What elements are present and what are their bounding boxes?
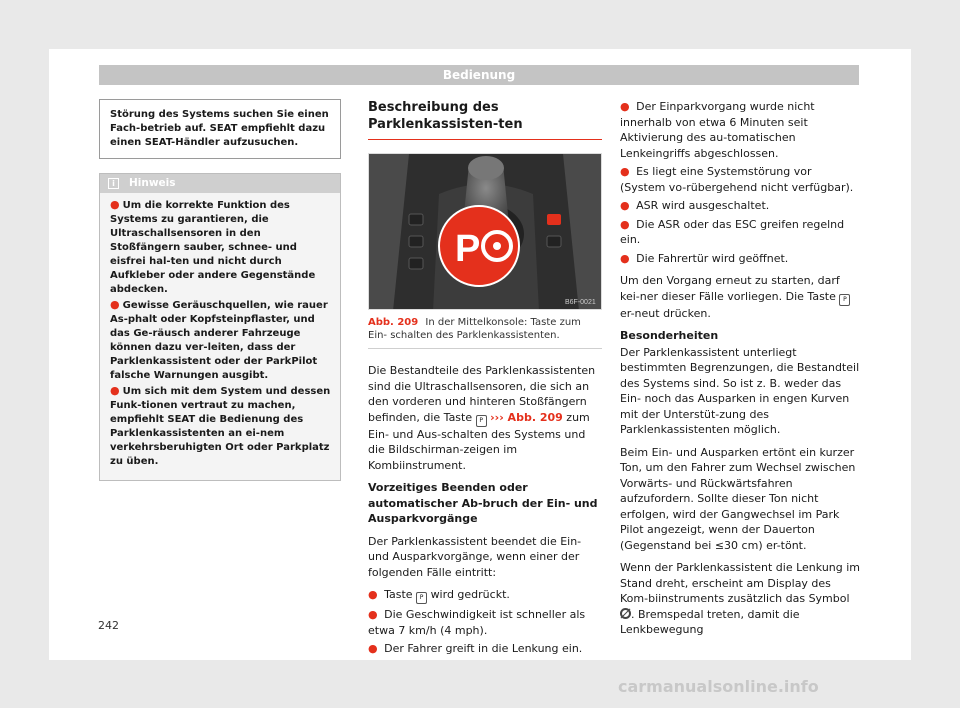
left-column [99,99,341,481]
restart-paragraph: Um den Vorgang erneut zu starten, darf kei-ner dieser Fälle vorliegen. Die Taste P er-neut drücken. [620,273,860,321]
hinweis-item: ● Gewisse Geräuschquellen, wie rauer As-phalt oder Kopfsteinpflaster, und das Ge-räusch anderer Fahrzeuge können dazu ver-leiten, dass der Parklenkassistent oder der ParkPilot falsche Warnungen ausgibt. [110,298,328,381]
parking-key-icon: P [839,294,850,306]
intro-paragraph: Die Bestandteile des Parklenkassistenten sind die Ultraschallsensoren, die sich an den vorderen und hinteren Stoßfängern befinden, die Taste P ››› Abb. 209 zum Ein- und Aus-schalten des Systems und die Bildschirman-zeigen im Kombiinstrument. [368,364,596,472]
bullet-icon: ● [110,198,120,211]
list-item: ● Taste P wird gedrückt. [368,587,602,604]
hinweis-item: ● Um die korrekte Funktion des Systems zu garantieren, die Ultraschallsensoren in den Stoßfängern sauber, schnee- und eisfrei hal-ten und nicht durch Aufkleber oder andere Gegenstände abdecken. [110,198,316,295]
figure-code: B6F-0021 [565,299,596,306]
bullet-icon: ● [620,100,630,113]
figure-badge: P [455,228,481,270]
list-item: ● Es liegt eine Systemstörung vor (System vo-rübergehend nicht verfügbar). [620,165,854,194]
parking-key-icon: P [416,592,427,604]
watermark: carmanualsonline.info [618,677,819,696]
hinweis-box [99,173,341,481]
parking-key-icon: P [476,415,487,427]
middle-body [368,363,602,657]
bullet-icon: ● [620,199,630,212]
list-item: ● Die ASR oder das ESC greifen regelnd ein. [620,217,845,246]
console-illustration [369,154,602,310]
list-item: ● Die Geschwindigkeit ist schneller als etwa 7 km/h (4 mph). [368,608,586,637]
bullet-icon: ● [368,608,378,621]
list-item: ● Die Fahrertür wird geöffnet. [620,251,789,265]
right-column [620,99,860,645]
hinweis-item: ● Um sich mit dem System und dessen Funk-tionen vertraut zu machen, empfiehlt SEAT die Bedienung des Parklenkassistenten an ei-nem verkehrsberuhigten Ort oder Parkplatz zu üben. [110,384,331,467]
bullet-icon: ● [368,588,378,601]
bullet-icon: ● [620,217,630,231]
special-paragraph-2: Beim Ein- und Ausparken ertönt ein kurzer Ton, um den Fahrer zum Wechsel zwischen Vorwärts- und Rückwärtsfahren aufzufordern. Sollte dieser Ton nicht erfolgen, wird der Gangwechsel im Park Pilot angezeigt, wenn der Dauerton (Gegenstand bei ≤30 cm) er-tönt. [620,445,856,552]
middle-column [368,99,602,660]
caption-text: In der Mittelkonsole: Taste zum Ein- schalten des Parklenkassistenten. [368,317,581,341]
steering-warning-icon [620,608,631,619]
special-paragraph-1: Der Parklenkassistent unterliegt bestimmten Begrenzungen, die Bestandteil des Systems sind. So ist z. B. weder das Ein- noch das Ausparken in engen Kurven mit der Unterstüt-zung des Parklenkassistenten möglich. [620,345,860,436]
special-paragraph-3: Wenn der Parklenkassistent die Lenkung im Stand dreht, erscheint am Display des Kom-biinstruments zusätzlich das Symbol . Bremspedal treten, damit die Lenkbewegung [620,561,861,636]
figure-ref-link[interactable]: ››› Abb. 209 [490,410,563,424]
hinweis-title: Hinweis [129,177,176,189]
bullet-icon: ● [368,642,378,655]
section-header: Bedienung [99,65,859,85]
page-number: 242 [98,619,119,632]
figure-console [368,153,602,310]
hinweis-body [100,193,340,480]
info-icon: i [108,178,119,189]
list-item: ● Der Fahrer greift in die Lenkung ein. [368,642,583,655]
warning-box: Störung des Systems suchen Sie einen Fach-betrieb auf. SEAT empfiehlt dazu einen SEAT-Händler aufzusuchen. [99,99,341,159]
bullet-icon: ● [110,384,120,397]
bullet-icon: ● [620,165,630,178]
list-item: ● ASR wird ausgeschaltet. [620,199,770,212]
subheading-abort: Vorzeitiges Beenden oder automatischer Ab-bruch der Ein- und Ausparkvorgänge [368,481,598,525]
list-item: ● Der Einparkvorgang wurde nicht innerhalb von etwa 6 Minuten seit Aktivierung des au-tomatischen Lenkeingriffs abgeschlossen. [620,100,815,160]
figure-caption [368,316,602,349]
section-title: Beschreibung des Parklenkassisten-ten [368,99,602,140]
subheading-special: Besonderheiten [620,329,719,342]
abort-paragraph: Der Parklenkassistent beendet die Ein- und Ausparkvorgänge, wenn einer der folgenden Fälle eintritt: [368,534,582,579]
hinweis-header [100,174,340,193]
bullet-icon: ● [110,298,120,311]
bullet-icon: ● [620,251,630,265]
caption-label: Abb. 209 [368,317,419,328]
